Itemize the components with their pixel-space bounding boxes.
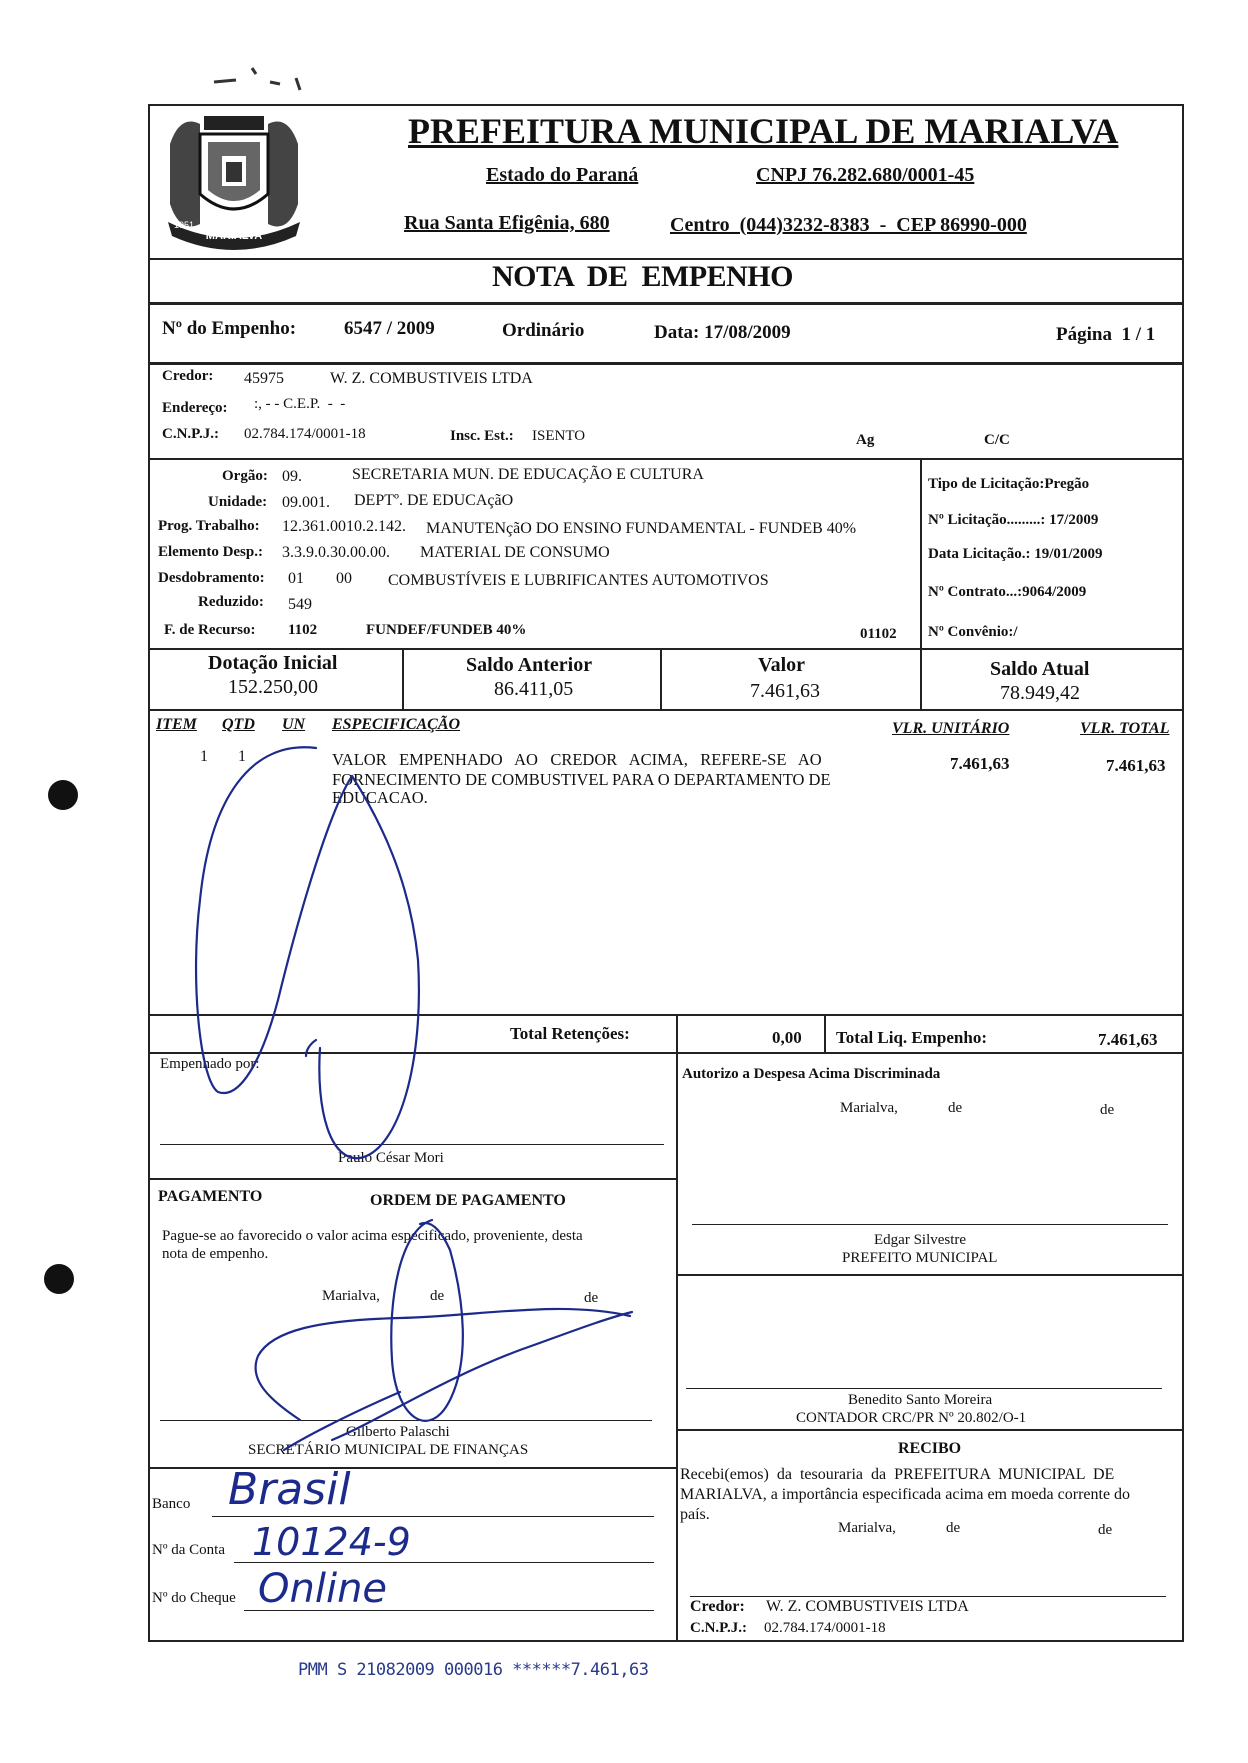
scan-mark (210, 60, 330, 100)
municipality-title: PREFEITURA MUNICIPAL DE MARIALVA (408, 111, 1119, 151)
pagamento-de-1: de (430, 1288, 445, 1304)
prefeito-signature-line (692, 1224, 1168, 1225)
desdobramento-name: COMBUSTÍVEIS E LUBRIFICANTES AUTOMOTIVOS (388, 572, 769, 589)
contador-name: Benedito Santo Moreira (848, 1392, 993, 1408)
conta-label: Nº da Conta (152, 1542, 225, 1558)
rule-prefeito (676, 1274, 1184, 1276)
recibo-credor-label: Credor: (690, 1598, 745, 1615)
rule-title (150, 302, 1184, 305)
col-vlr-total: VLR. TOTAL (1080, 720, 1170, 737)
data-licitacao: Data Licitação.: 19/01/2009 (928, 546, 1103, 562)
municipal-seal (160, 104, 308, 256)
reduzido-label: Reduzido: (198, 594, 264, 610)
total-liquido-label: Total Liq. Empenho: (836, 1028, 987, 1047)
credor-label: Credor: (162, 368, 214, 384)
total-retencoes-value: 0,00 (772, 1028, 802, 1047)
banco-line (212, 1516, 654, 1517)
recibo-text-2: MARIALVA, a importância especificada acima em moeda corrente do (680, 1486, 1131, 1503)
recibo-city: Marialva, (838, 1520, 896, 1536)
credor-cnpj-label: C.N.P.J.: (162, 426, 219, 442)
insc-value: ISENTO (532, 428, 586, 444)
credor-code: 45975 (244, 370, 284, 387)
credor-cnpj: 02.784.174/0001-18 (244, 426, 366, 442)
item-desc-line1: VALOR EMPENHADO AO CREDOR ACIMA, REFERE-SE AO (332, 750, 822, 769)
orgao-name: SECRETARIA MUN. DE EDUCAÇÃO E CULTURA (352, 466, 704, 483)
state-name: Estado do Paraná (486, 164, 639, 186)
svg-text:MARIALVA: MARIALVA (205, 230, 263, 242)
numero-licitacao: Nº Licitação.........: 17/2009 (928, 512, 1099, 528)
credor-address: :, - - C.E.P. - - (254, 396, 346, 412)
empenho-date: Data: 17/08/2009 (654, 322, 791, 343)
reduzido-value: 549 (288, 596, 312, 613)
fonte-recurso-number: 01102 (860, 626, 897, 642)
punch-hole-bottom (44, 1264, 74, 1294)
col-item: ITEM (156, 716, 197, 733)
valor-value: 7.461,63 (750, 680, 820, 702)
credor-name: W. Z. COMBUSTIVEIS LTDA (330, 370, 533, 387)
desdobramento-label: Desdobramento: (158, 570, 265, 586)
empenho-type: Ordinário (502, 320, 585, 341)
desdobramento-code-1: 01 (288, 570, 304, 587)
empenho-label: Nº do Empenho: (162, 318, 297, 339)
numero-convenio: Nº Convênio:/ (928, 624, 1018, 640)
unidade-name: DEPTº. DE EDUCAçãO (354, 492, 514, 509)
total-retencoes-label: Total Retenções: (510, 1024, 630, 1043)
prog-trabalho-code: 12.361.0010.2.142. (282, 518, 406, 535)
recibo-de-2: de (1098, 1522, 1113, 1538)
municipality-cnpj: CNPJ 76.282.680/0001-45 (756, 164, 975, 186)
orgao-code: 09. (282, 468, 302, 485)
rule-v-licitacao (920, 458, 922, 650)
prefeito-name: Edgar Silvestre (874, 1232, 967, 1248)
recibo-cnpj: 02.784.174/0001-18 (764, 1620, 886, 1636)
autorizo-de-1: de (948, 1100, 963, 1116)
col-qtd: QTD (222, 716, 255, 733)
document-title: NOTA DE EMPENHO (492, 260, 793, 293)
cheque-label: Nº do Cheque (152, 1590, 236, 1606)
pagamento-label: PAGAMENTO (158, 1188, 263, 1205)
empenhado-por-label: Empenhado por: (160, 1056, 260, 1072)
unidade-code: 09.001. (282, 494, 330, 511)
recibo-credor: W. Z. COMBUSTIVEIS LTDA (766, 1598, 969, 1615)
insc-label: Insc. Est.: (450, 428, 514, 444)
rule-dotacao (150, 648, 1184, 650)
rule-saldos (150, 709, 1184, 711)
cheque-handwritten: Online (258, 1566, 388, 1612)
conta-handwritten: 10124-9 (252, 1520, 411, 1564)
rule-totals (150, 1052, 1184, 1054)
recibo-de-1: de (946, 1520, 961, 1536)
prefeito-role: PREFEITO MUNICIPAL (842, 1250, 998, 1266)
recibo-text-3: país. (680, 1506, 710, 1523)
rule-items (150, 1014, 1184, 1016)
punch-hole-top (48, 780, 78, 810)
numero-contrato: Nº Contrato...:9064/2009 (928, 584, 1087, 600)
item-vlr-unitario: 7.461,63 (950, 754, 1010, 773)
saldo-atual-value: 78.949,42 (1000, 682, 1080, 704)
saldo-anterior-label: Saldo Anterior (466, 654, 593, 676)
banco-label: Banco (152, 1496, 191, 1512)
agencia-label: Ag (856, 432, 875, 448)
prog-trabalho-label: Prog. Trabalho: (158, 518, 260, 534)
dotacao-inicial-value: 152.250,00 (228, 676, 318, 698)
banco-handwritten: Brasil (228, 1464, 351, 1515)
desdobramento-code-2: 00 (336, 570, 352, 587)
empenhado-signer: Paulo César Mori (338, 1150, 444, 1166)
elemento-name: MATERIAL DE CONSUMO (420, 544, 610, 561)
autorizo-de-2: de (1100, 1102, 1115, 1118)
credor-address-label: Endereço: (162, 400, 228, 416)
payment-stamp: PMM S 21082009 000016 ******7.461,63 (298, 1660, 649, 1680)
empenhado-signature-line (160, 1144, 664, 1145)
elemento-label: Elemento Desp.: (158, 544, 263, 560)
fonte-recurso-code: 1102 (288, 622, 318, 638)
address-contact: Centro (044)3232-8383 - CEP 86990-000 (670, 214, 1027, 236)
item-qtd: 1 (238, 748, 246, 765)
col-especificacao: ESPECIFICAÇÃO (332, 716, 461, 733)
pagamento-text-1: Pague-se ao favorecido o valor acima especificado, proveniente, desta (162, 1228, 583, 1244)
item-desc-line2: FORNECIMENTO DE COMBUSTIVEL PARA O DEPARTAMENTO DE (332, 770, 831, 789)
secretario-role: SECRETÁRIO MUNICIPAL DE FINANÇAS (248, 1442, 529, 1458)
unidade-label: Unidade: (208, 494, 268, 510)
col-vlr-unitario: VLR. UNITÁRIO (892, 720, 1010, 737)
svg-text:1951: 1951 (174, 220, 195, 230)
ordem-pagamento-label: ORDEM DE PAGAMENTO (370, 1192, 566, 1209)
rule-v-liq (824, 1014, 826, 1052)
recibo-cnpj-label: C.N.P.J.: (690, 1620, 747, 1636)
orgao-label: Orgão: (222, 468, 268, 484)
rule-contador (676, 1429, 1184, 1431)
saldo-anterior-value: 86.411,05 (494, 678, 574, 700)
recibo-signature-line (690, 1596, 1166, 1597)
pagamento-text-2: nota de empenho. (162, 1246, 269, 1262)
fonte-recurso-name: FUNDEF/FUNDEB 40% (366, 622, 527, 638)
rule-v-saldo1 (402, 648, 404, 710)
street-address: Rua Santa Efigênia, 680 (404, 212, 610, 234)
rule-credor (150, 458, 1184, 460)
rule-v-saldo3 (920, 648, 922, 710)
empenho-number: 6547 / 2009 (344, 318, 435, 339)
saldo-atual-label: Saldo Atual (990, 658, 1090, 680)
col-un: UN (282, 716, 306, 733)
secretario-signature-line (160, 1420, 652, 1421)
rule-empenho (150, 362, 1184, 365)
fonte-recurso-label: F. de Recurso: (164, 622, 256, 638)
valor-label: Valor (758, 654, 806, 676)
secretario-name: Gilberto Palaschi (346, 1424, 450, 1440)
total-liquido-value: 7.461,63 (1098, 1030, 1158, 1049)
prog-trabalho-name: MANUTENçãO DO ENSINO FUNDAMENTAL - FUNDEB 40% (426, 520, 857, 537)
rule-empenhado (150, 1178, 678, 1180)
rule-v-lower (676, 1014, 678, 1642)
autorizo-city: Marialva, (840, 1100, 898, 1116)
autorizo-label: Autorizo a Despesa Acima Discriminada (682, 1066, 941, 1082)
recibo-text-1: Recebi(emos) da tesouraria da PREFEITURA MUNICIPAL DE (680, 1466, 1115, 1483)
conta-corrente-label: C/C (984, 432, 1010, 448)
page-indicator: Página 1 / 1 (1056, 324, 1156, 345)
dotacao-inicial-label: Dotação Inicial (208, 652, 338, 674)
contador-signature-line (686, 1388, 1162, 1389)
item-number: 1 (200, 748, 208, 765)
contador-role: CONTADOR CRC/PR Nº 20.802/O-1 (796, 1410, 1027, 1426)
rule-v-saldo2 (660, 648, 662, 710)
pagamento-city: Marialva, (322, 1288, 380, 1304)
item-vlr-total: 7.461,63 (1106, 756, 1166, 775)
elemento-code: 3.3.9.0.30.00.00. (282, 544, 390, 561)
tipo-licitacao: Tipo de Licitação:Pregão (928, 476, 1090, 492)
recibo-title: RECIBO (898, 1440, 962, 1457)
item-desc-line3: EDUCACAO. (332, 788, 428, 807)
pagamento-de-2: de (584, 1290, 599, 1306)
